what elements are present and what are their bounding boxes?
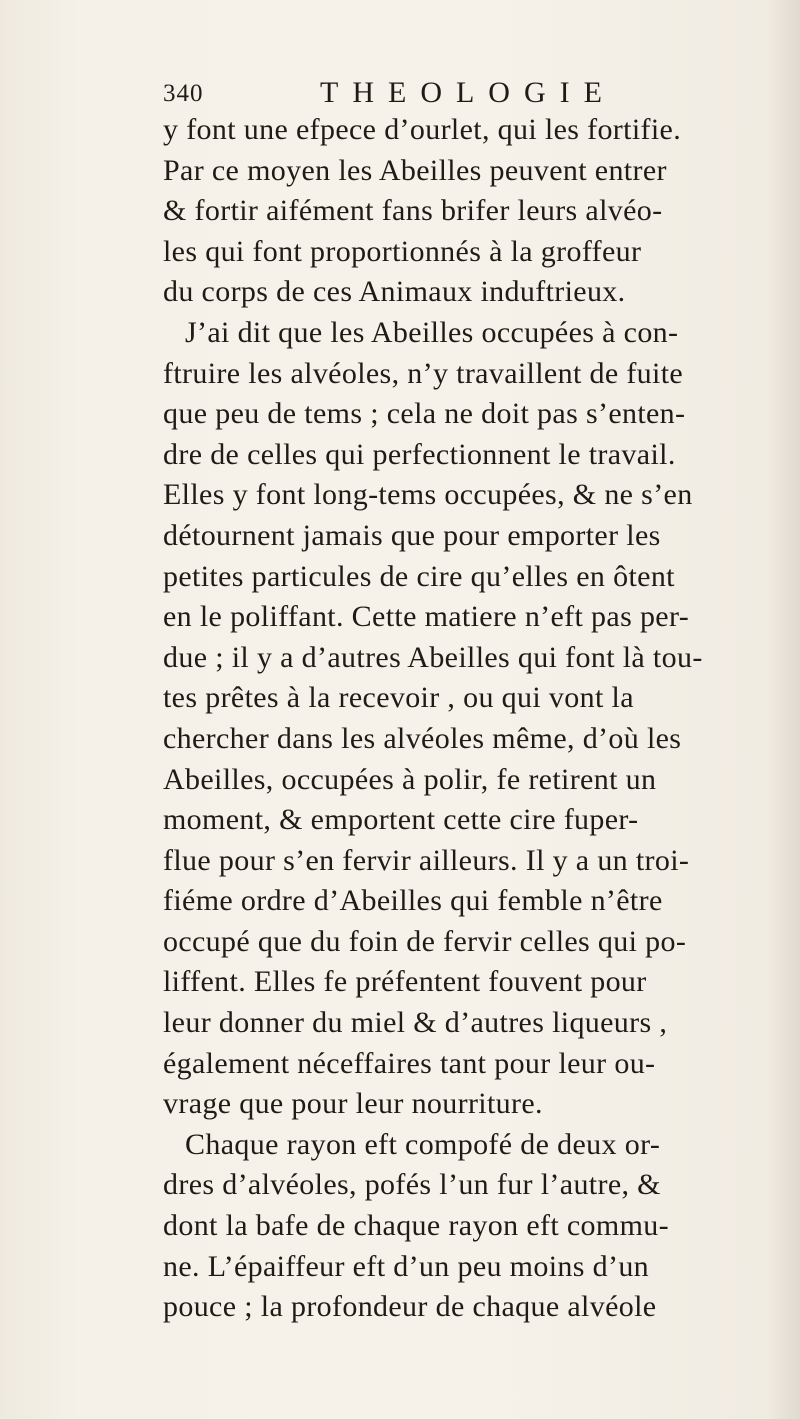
text-line: occupé que du foin de fervir celles qui po- (163, 924, 687, 958)
text-line: vrage que pour leur nourriture. (163, 1087, 543, 1121)
body-text (163, 110, 703, 1328)
text-line: que peu de tems ; cela ne doit pas s’enten- (163, 397, 686, 431)
text-line: petites particules de cire qu’elles en ôtent (163, 559, 675, 593)
text-line: & fortir aifément fans brifer leurs alvéo- (163, 194, 663, 228)
text-line: Chaque rayon eft compofé de deux or- (185, 1127, 661, 1161)
text-line: ne. L’épaiffeur eft d’un peu moins d’un (163, 1249, 650, 1283)
text-line: due ; il y a d’autres Abeilles qui font là tou- (163, 640, 703, 674)
text-line: Elles y font long-tems occupées, & ne s’en (163, 478, 693, 512)
text-line: tes prêtes à la recevoir , ou qui vont la (163, 681, 634, 715)
text-line: chercher dans les alvéoles même, d’où les (163, 721, 682, 755)
text-line: du corps de ces Animaux induftrieux. (163, 275, 626, 309)
text-line: liffent. Elles fe préfentent fouvent pour (163, 965, 647, 999)
text-line: dres d’alvéoles, pofés l’un fur l’autre, & (163, 1168, 661, 1202)
text-line: ftruire les alvéoles, n’y travaillent de fuite (163, 356, 684, 390)
text-line: leur donner du miel & d’autres liqueurs , (163, 1006, 668, 1040)
page-edge-shadow (768, 0, 800, 1419)
text-line: flue pour s’en fervir ailleurs. Il y a un troi- (163, 843, 690, 877)
text-line: en le poliffant. Cette matiere n’eft pas per- (163, 600, 690, 634)
text-line: détournent jamais que pour emporter les (163, 518, 661, 552)
text-line: les qui font proportionnés à la groffeur (163, 234, 642, 268)
text-line: moment, & emportent cette cire fuper- (163, 803, 639, 837)
text-line: fiéme ordre d’Abeilles qui femble n’être (163, 884, 663, 918)
text-line: y font une efpece d’ourlet, qui les fortifie. (163, 113, 682, 146)
text-line: dre de celles qui perfectionnent le travail. (163, 437, 676, 471)
text-line: J’ai dit que les Abeilles occupées à con- (185, 315, 679, 349)
text-line: pouce ; la profondeur de chaque alvéole (163, 1290, 657, 1324)
text-line: Par ce moyen les Abeilles peuvent entrer (163, 153, 667, 187)
text-line: Abeilles, occupées à polir, fe retirent un (163, 762, 657, 796)
text-line: dont la bafe de chaque rayon eft commu- (163, 1209, 669, 1243)
page-number: 340 (163, 80, 204, 107)
text-line: également néceffaires tant pour leur ou- (163, 1046, 656, 1080)
running-head: THEOLOGIE (320, 76, 616, 109)
